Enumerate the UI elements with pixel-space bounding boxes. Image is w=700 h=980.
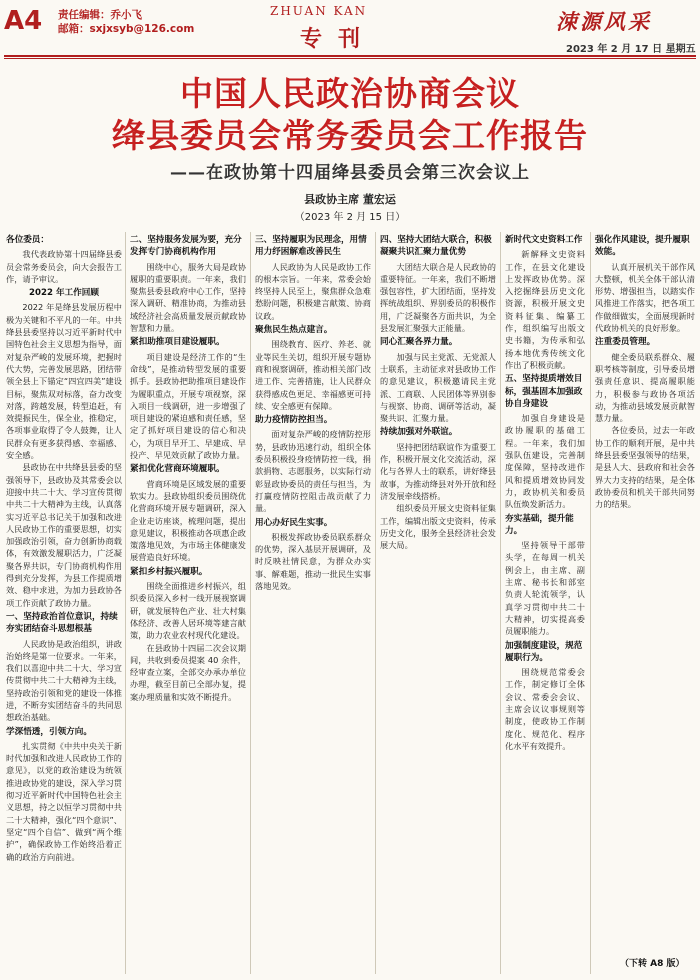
text-column-6 <box>595 232 695 950</box>
column-heading: 夯实基础，提升能力。 <box>505 513 574 536</box>
editor-info <box>58 8 194 36</box>
paragraph: 健全委员联系群众、履职考核等制度，引导委员增强责任意识、提高履职能力，积极参与政协各项活动，为推动县域发展贡献智慧力量。 <box>595 351 695 424</box>
column-heading: 注重委员管理。 <box>595 337 656 348</box>
text-column-5 <box>505 232 585 974</box>
column-heading: 五、坚持提质增效目标，强基固本加强政协自身建设 <box>505 374 583 409</box>
paragraph: 在县政协十四届二次会议期间，共收到委员提案 40 余件，经审查立案，全部交办承办单位办理，截至目前已全部办复，提案办理质量和实效不断提升。 <box>130 642 246 702</box>
column-heading: 新时代文史资料工作 <box>505 235 583 245</box>
column-divider <box>250 232 251 974</box>
article-author: 县政协主席 董宏运 <box>304 193 396 206</box>
header-rule <box>4 55 696 57</box>
issue-date: 2023 年 2 月 17 日 星期五 <box>566 44 696 55</box>
paragraph: 积极发挥政协委员联系群众的优势，深入基层开展调研，及时反映社情民意，为群众办实事、解难题，推动一批民生实事落地见效。 <box>255 531 371 592</box>
paragraph: 营商环境是区域发展的重要软实力。县政协组织委员围绕优化营商环境开展专题调研，深入企业走访座谈，梳理问题，提出意见建议，积极推动各项惠企政策落地见效，为市场主体健康发展营造良好环境。 <box>130 478 246 563</box>
column-heading: 四、坚持大团结大联合，积极凝聚共识汇聚力量优势 <box>380 235 492 258</box>
paragraph: 面对复杂严峻的疫情防控形势，县政协迅速行动，组织全体委员积极投身疫情防控一线，捐款捐物、志愿服务，以实际行动彰显政协委员的责任与担当，为打赢疫情防控阻击战贡献了力量。 <box>255 429 371 514</box>
headline-line-1: 中国人民政治协商会议 <box>180 74 520 113</box>
page-header <box>0 0 700 60</box>
column-heading: 聚焦民生热点建言。 <box>255 325 333 336</box>
header-rule-thin <box>4 58 696 59</box>
column-heading: 同心汇聚各界力量。 <box>380 337 458 348</box>
paragraph: 县政协在中共绛县县委的坚强领导下，县政协及其常委会以迎接中共二十大、学习宣传贯彻中共二十大精神为主线，认真落实习近平总书记关于加强和改进人民政协工作的重要思想，切实加强政治引领，奋力创新协商载体，有效激发履职活力，广泛凝聚各界共识，专门协商机构作用得到充分发挥，为县工作提质增效、稳中求进，为加力县政协各项工作贡献了政协力量。 <box>6 462 122 608</box>
column-heading: 紧扣乡村振兴履职。 <box>130 566 208 577</box>
column-heading: 助力疫情防控担当。 <box>255 415 333 426</box>
column-divider <box>125 232 126 974</box>
text-column-3 <box>255 232 371 974</box>
paragraph: 扎实贯彻《中共中央关于新时代加强和改进人民政协工作的意见》，以党的政治建设为统领推进政协党的建设，深入学习贯彻习近平新时代中国特色社会主义思想，持之以恒学习贯彻中共二十大精神，强化“四个意识”、坚定“四个自信”、做到“两个维护”，确保政协工作始终沿着正确的政治方向前进。 <box>6 740 122 862</box>
paragraph: 围绕规范常委会工作，制定修订全体会议、常委会会议、主席会议议事规则等制度，使政协工作制度化、规范化、程序化水平有效提升。 <box>505 667 585 751</box>
paragraph: 围绕中心，服务大局是政协履职的重要职责。一年来，我们聚焦县委县政府中心工作，坚持深入调研、精准协商，为推动县域经济社会高质量发展贡献政协智慧和力量。 <box>130 261 246 334</box>
newspaper-logo: 涑源风采 <box>556 9 652 34</box>
paragraph: 新解释文史资料工作，在县文化建设上发挥政协优势。深入挖掘绛县历史文化资源，积极开展文史资料征集、编纂工作，组织编写出版文史书籍，为传承和弘扬本地优秀传统文化作出了积极贡献。 <box>505 249 585 370</box>
text-column-1 <box>6 232 122 974</box>
column-heading: 二、坚持服务发展为要，充分发挥专门协商机构作用 <box>130 235 242 258</box>
headline-line-2: 绛县委员会常务委员会工作报告 <box>112 116 588 155</box>
paragraph: 人民政协为人民是政协工作的根本宗旨。一年来，常委会始终坚持人民至上，聚焦群众急难愁盼问题，积极建言献策、协商议政。 <box>255 261 371 321</box>
column-heading: 紧扣助推项目建设履职。 <box>130 337 225 348</box>
editor-email: 邮箱：sxjxsyb@126.com <box>58 23 195 35</box>
column-divider <box>500 232 501 974</box>
column-heading: 三、坚持履职为民理念，用情用力纾困解难改善民生 <box>255 235 367 258</box>
paragraph: 加强自身建设是政协履职的基础工程。一年来，我们加强队伍建设，完善制度保障，坚持改进作风和提质增效协同发力，政协机关和委员队伍焕发新活力。 <box>505 413 585 510</box>
paragraph: 2022 年是绛县发展历程中极为关键和不平凡的一年。中共绛县县委坚持以习近平新时代中国特色社会主义思想为指导，面对复杂严峻的发展环境，把握时代大势，完善发展思路，团结带领全县上下锚定“四宜四美”建设目标，聚焦双对标落，奋力改变对落，跨越发展，转型追赶，有效提振民生，保全业，推稳定，各项事业取得了令人鼓舞，让人民群众有更多获得感、幸福感、安全感。 <box>6 302 122 461</box>
paragraph: 大团结大联合是人民政协的重要特征。一年来，我们不断增强包容性，扩大团结面，坚持发挥统战组织、界别委员的积极作用，广泛凝聚各方面共识，为全县发展汇聚强大正能量。 <box>380 261 496 334</box>
column-heading: 2022 年工作回顾 <box>29 288 99 299</box>
paragraph: 组织委员开展文史资料征集工作，编辑出版文史资料，传承历史文化，服务全县经济社会发展大局。 <box>380 503 496 551</box>
page-number: A4 <box>4 6 43 36</box>
column-heading: 学深悟透，引领方向。 <box>6 726 92 737</box>
continued-note[interactable]: （下转 A8 版） <box>620 959 685 969</box>
column-divider <box>590 232 591 974</box>
column-heading: 持续加强对外联谊。 <box>380 427 458 438</box>
headline-subtitle: ——在政协第十四届绛县委员会第三次会议上 <box>170 163 530 183</box>
text-column-4 <box>380 232 496 974</box>
column-heading: 加强制度建设，规范履职行为。 <box>505 640 583 663</box>
section-title: 专刊 <box>300 26 377 52</box>
paragraph: 坚持领导干部带头学，在每周一机关例会上，由主席、副主席、秘书长和部室负责人轮流领学，认真学习贯彻中共二十大精神，切实提高委员履职能力。 <box>505 540 585 637</box>
editor-name: 责任编辑：乔小飞 <box>58 9 142 21</box>
column-heading: 用心办好民生实事。 <box>255 517 333 528</box>
paragraph: 认真开展机关干部作风大整顿，机关全体干部认清形势、增强担当，以踏实作风推进工作落实，把各项工作做细做实，全面展现新时代政协机关的良好形象。 <box>595 261 695 334</box>
paragraph: 围绕教育、医疗、养老、就业等民生关切，组织开展专题协商和视察调研，推动相关部门改进工作、完善措施，让人民群众获得感成色更足、幸福感更可持续、安全感更有保障。 <box>255 339 371 411</box>
paragraph: 围绕全面推进乡村振兴，组织委员深入乡村一线开展视察调研，就发展特色产业、壮大村集体经济、改善人居环境等建言献策，助力农业农村现代化建设。 <box>130 581 246 641</box>
masthead-english: ZHUAN KAN <box>270 4 368 18</box>
paragraph: 项目建设是经济工作的“生命线”，是推动转型发展的重要抓手。县政协把助推项目建设作为履职重点，开展专项视察，深入项目一线调研，进一步增强了项目建设的紧迫感和责任感，坚定了抓好项目建设的信心和决心，为项目早开工、早建成、早投产、早见效贡献了政协力量。 <box>130 351 246 461</box>
paragraph: 坚持把团结联谊作为重要工作，积极开展文化交流活动，深化与各界人士的联系，讲好绛县故事，为推动绛县对外开放和经济发展牵线搭桥。 <box>380 441 496 501</box>
paragraph: 人民政协是政治组织，讲政治始终是第一位要求。一年来，我们以喜迎中共二十大、学习宣传贯彻中共二十大精神为主线，坚持政治引领和党的建设一体推进，不断夯实团结奋斗的共同思想政治基础。 <box>6 638 122 723</box>
paragraph: 我代表政协第十四届绛县委员会常务委员会，向大会报告工作，请予审议。 <box>6 249 122 284</box>
paragraph: 加强与民主党派、无党派人士联系，主动征求对县政协工作的意见建议，积极邀请民主党派、工商联、人民团体等界别参与视察、协商、调研等活动，凝聚共识、汇聚力量。 <box>380 351 496 424</box>
column-heading: 紧扣优化营商环境履职。 <box>130 464 225 475</box>
column-divider <box>375 232 376 974</box>
article-date: （2023 年 2 月 15 日） <box>294 212 406 223</box>
paragraph: 各位委员，过去一年政协工作的顺利开展，是中共绛县县委坚强领导的结果，是县人大、县政府和社会各界大力支持的结果，是全体政协委员和机关干部共同努力的结果。 <box>595 425 695 510</box>
column-heading: 各位委员： <box>6 235 49 245</box>
column-heading: 强化作风建设，提升履职效能。 <box>595 235 690 258</box>
text-column-2 <box>130 232 246 974</box>
column-heading: 一、坚持政治首位意识，持续夯实团结奋斗思想根基 <box>6 611 118 635</box>
